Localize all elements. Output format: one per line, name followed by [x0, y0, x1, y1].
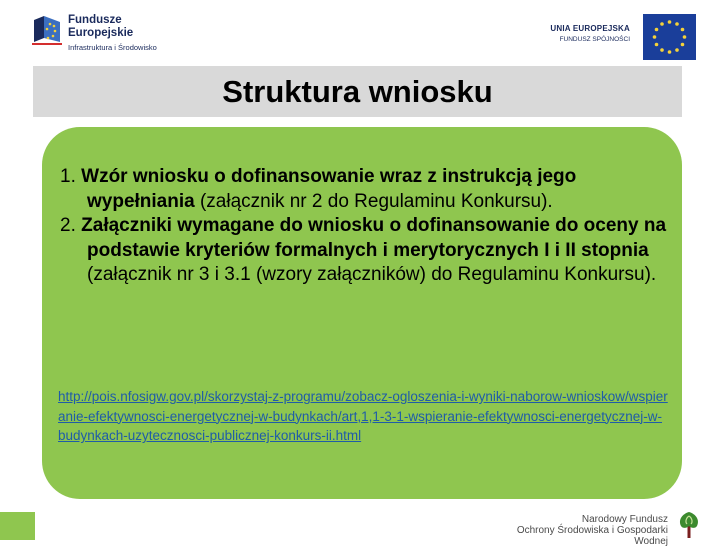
list-item-bold: Załączniki wymagane do wniosku o dofinansowanie do oceny na podstawie kryteriów formalnych i merytorycznych I i II stopnia: [81, 215, 667, 261]
list-item: [60, 214, 670, 288]
list-item-normal: (załącznik nr 2 do Regulaminu Konkursu).: [194, 190, 553, 212]
title-bar: [33, 66, 682, 117]
eu-logo: [540, 14, 700, 62]
eu-star-icon: [653, 35, 657, 39]
fe-logo-line2: Europejskie: [68, 27, 134, 39]
nf-logo-line1: Narodowy Fundusz: [581, 514, 668, 525]
eu-star-icon: [655, 28, 659, 32]
eu-flag-icon: [643, 14, 696, 60]
eu-star-icon: [681, 43, 685, 47]
eu-star-icon: [660, 22, 664, 26]
nf-logo-line2: Ochrony Środowiska i Gospodarki Wodnej: [516, 525, 668, 547]
eu-star-icon: [660, 48, 664, 52]
list-item: [60, 165, 670, 214]
list-item-number: 2.: [60, 215, 76, 236]
nfosigw-text: [488, 514, 668, 547]
fe-logo-line1: Fundusze: [68, 14, 122, 26]
requirements-list: [60, 165, 670, 288]
list-item-normal: (załącznik nr 3 i 3.1 (wzory załączników) do Regulaminu Konkursu).: [87, 264, 657, 285]
eu-logo-line1: UNIA EUROPEJSKA: [550, 24, 630, 33]
eu-star-icon: [655, 43, 659, 47]
fundusze-europejskie-logo-icon: [30, 12, 64, 46]
fe-logo-line3: Infrastruktura i Środowisko: [68, 43, 157, 52]
eu-star-icon: [683, 35, 687, 39]
fundusze-europejskie-logo: [30, 12, 180, 56]
content-panel: [42, 127, 682, 499]
eu-star-icon: [675, 48, 679, 52]
nfosigw-tree-icon: [672, 508, 706, 540]
eu-logo-line2: FUNDUSZ SPÓJNOŚCI: [559, 36, 630, 43]
eu-star-icon: [675, 22, 679, 26]
fundusze-europejskie-text: [68, 14, 157, 54]
eu-star-icon: [668, 50, 672, 54]
list-item-number: 1.: [60, 166, 76, 187]
list-item-bold: Wzór wniosku o dofinansowanie wraz z instrukcją jego wypełniania: [81, 166, 577, 212]
bottom-green-strip: [0, 512, 35, 540]
eu-star-icon: [668, 20, 672, 24]
eu-logo-text: [540, 24, 630, 43]
nfosigw-logo: [488, 508, 713, 547]
page-title: Struktura wniosku: [222, 73, 493, 109]
eu-star-icon: [681, 28, 685, 32]
regulation-link[interactable]: http://pois.nfosigw.gov.pl/skorzystaj-z-programu/zobacz-ogloszenia-i-wyniki-naborow-wnioskow/wspieranie-efektywnosci-energetycznej-w-budynkach/art,1,1-3-1-wspieranie-efektywnosci-energetycznej-w-budynkach-uzytecznosci-publicznej-konkurs-ii.html: [58, 389, 668, 443]
